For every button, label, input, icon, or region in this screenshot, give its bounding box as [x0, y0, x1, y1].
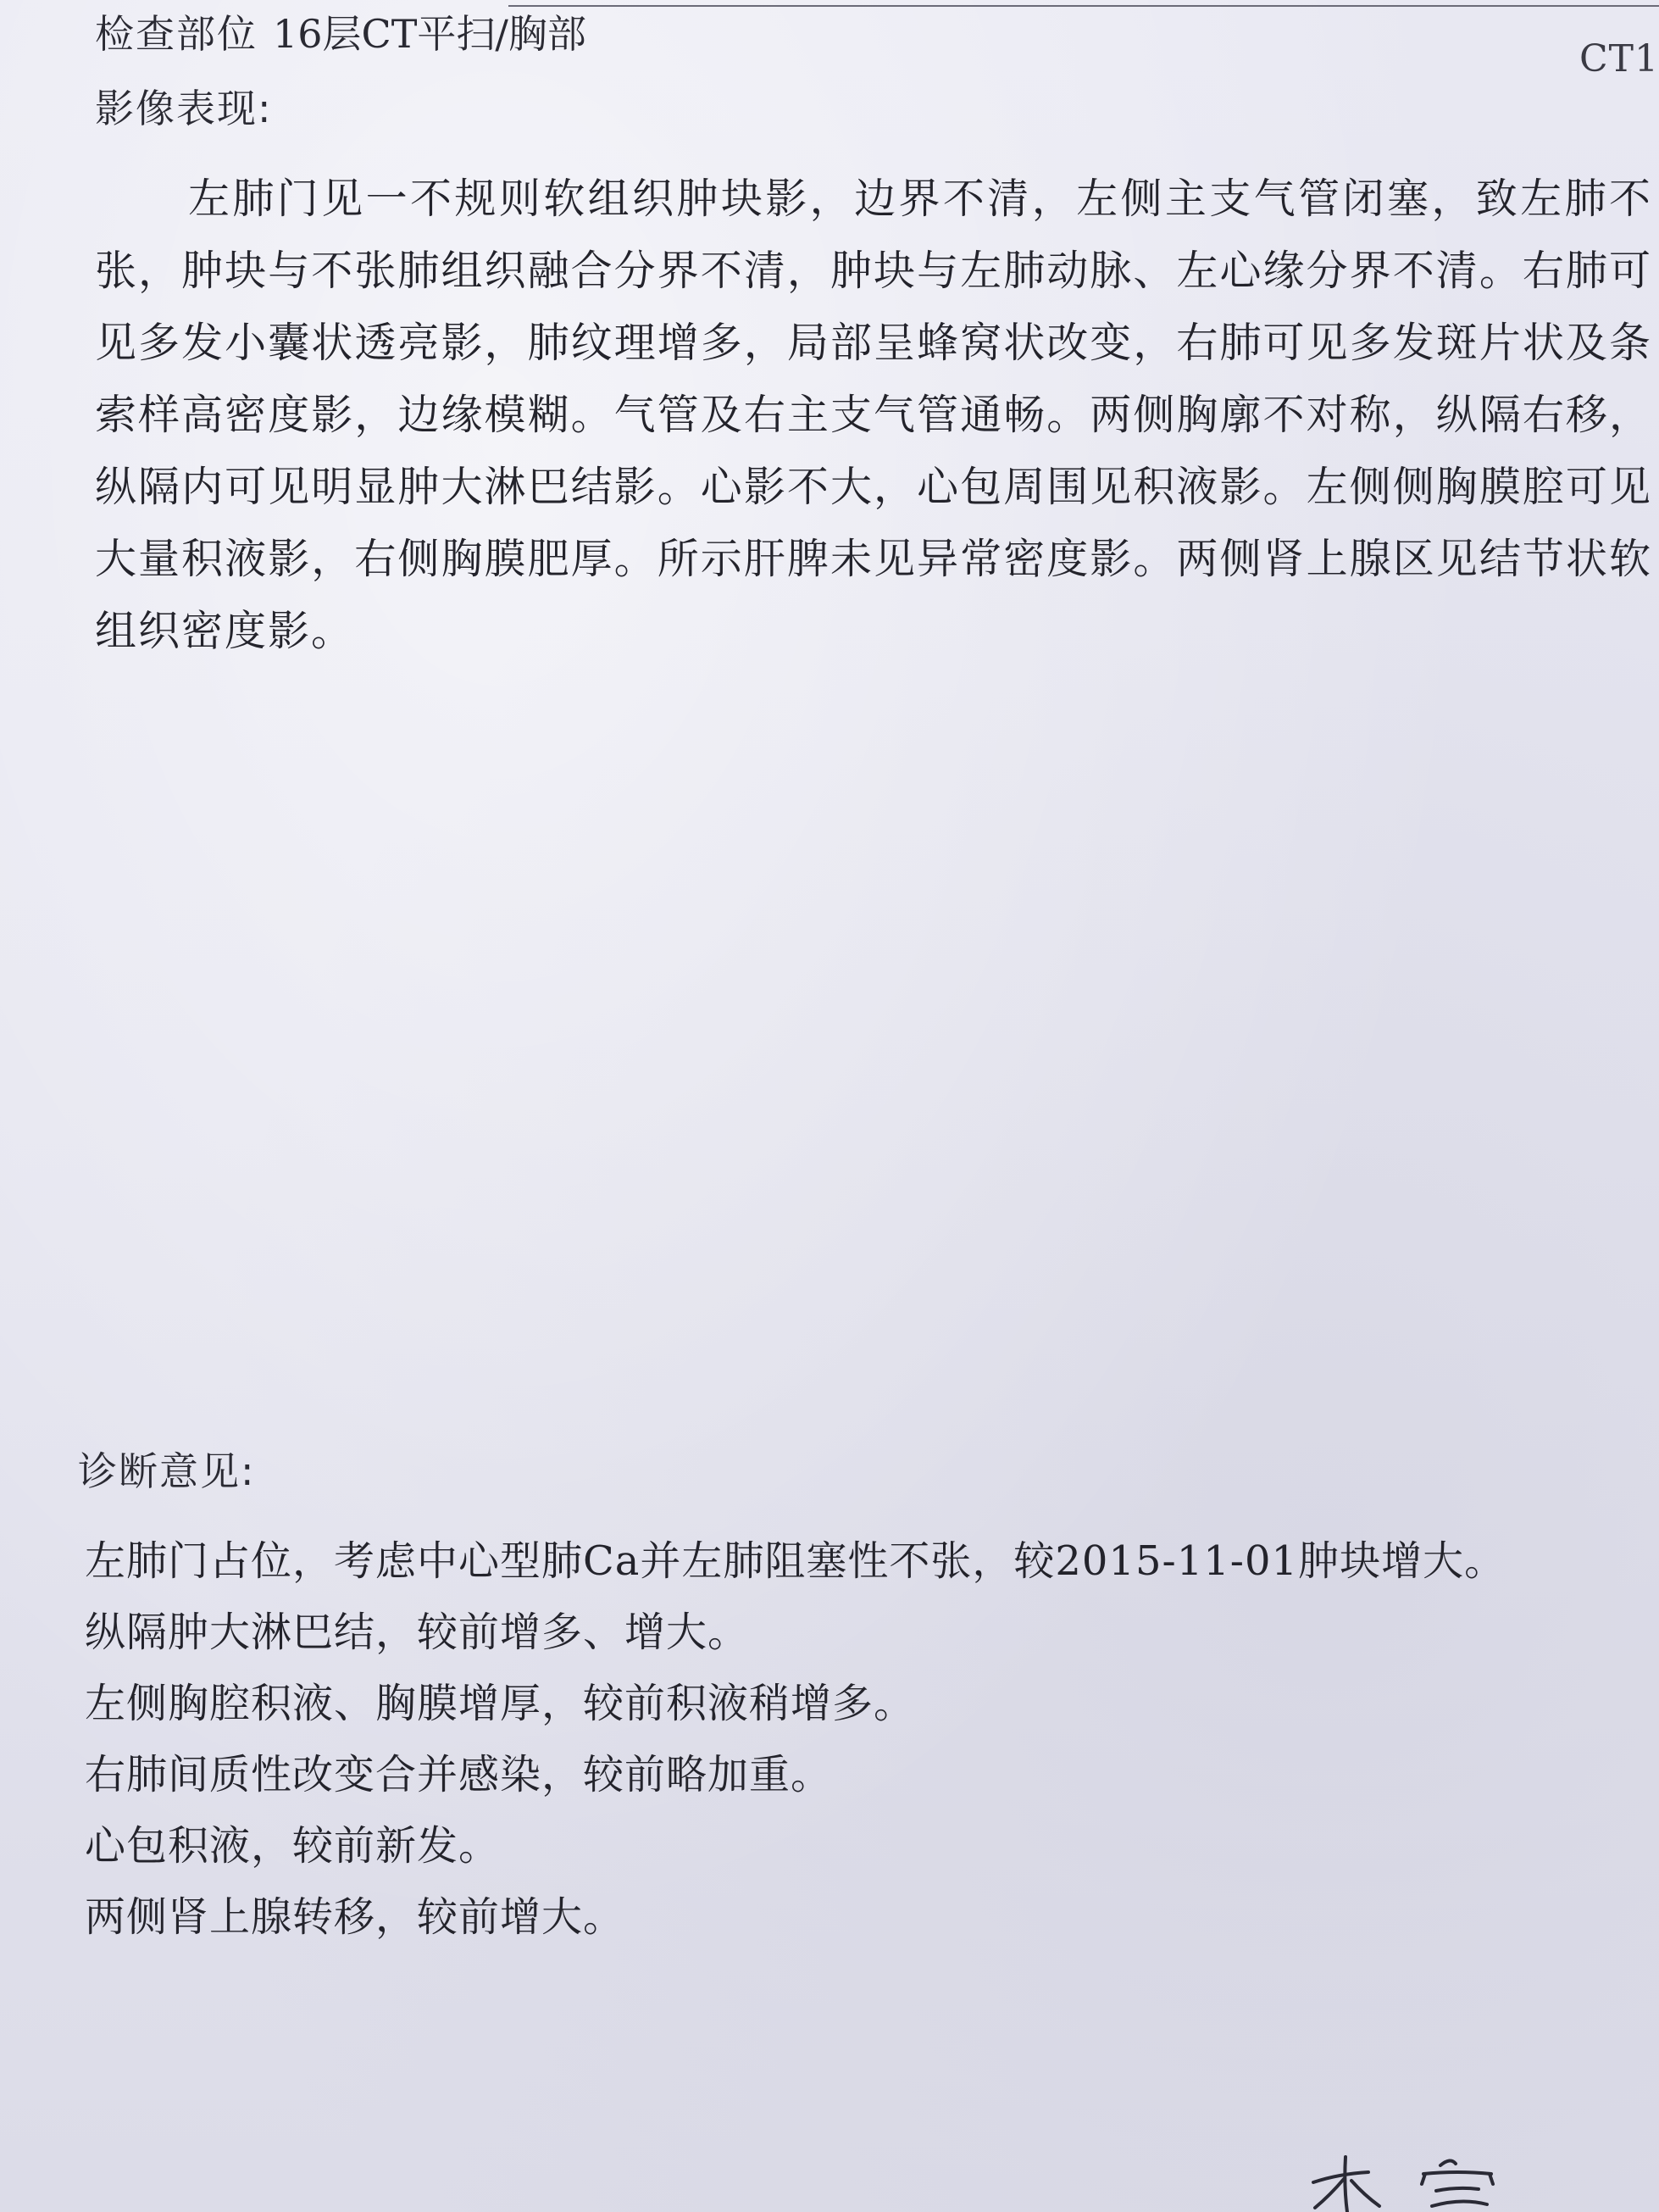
diagnosis-item: 纵隔肿大淋巴结，较前增多、增大。: [85, 1609, 750, 1656]
diagnosis-item: 左侧胸腔积液、胸膜增厚，较前积液稍增多。: [85, 1680, 916, 1727]
exam-part-value: 16层CT平扫/胸部: [273, 11, 586, 57]
diagnosis-label: 诊断意见:: [78, 1448, 256, 1494]
findings-text: 左肺门见一不规则软组织肿块影，边界不清，左侧主支气管闭塞，致左肺不张，肿块与不张肺组织融合分界不清，肿块与左肺动脉、左心缘分界不清。右肺可见多发小囊状透亮影，肺纹理增多，局部呈蜂窝状改变，右肺可见多发斑片状及条索样高密度影，边缘模糊。气管及右主支气管通畅。两侧胸廓不对称，纵隔右移，纵隔内可见明显肿大淋巴结影。心影不大，心包周围见积液影。左侧侧胸膜腔可见大量积液影，右侧胸膜肥厚。所示肝脾未见异常密度影。两侧肾上腺区见结节状软组织密度影。: [95, 175, 1652, 655]
diagnosis-item: 心包积液，较前新发。: [85, 1822, 501, 1870]
diagnosis-item: 左肺门占位，考虑中心型肺Ca并左肺阻塞性不张，较2015-11-01肿块增大。: [85, 1537, 1506, 1585]
diagnosis-list: [85, 1526, 1506, 1953]
report-code: CT1: [1579, 37, 1659, 81]
exam-part-label: 检查部位: [95, 11, 258, 57]
diagnosis-item: 两侧肾上腺转移，较前增大。: [85, 1893, 625, 1941]
handwritten-signature: [1305, 2148, 1559, 2212]
findings-label: 影像表现:: [95, 86, 273, 131]
top-divider: [508, 5, 1659, 7]
diagnosis-item: 右肺间质性改变合并感染，较前略加重。: [85, 1751, 833, 1798]
exam-part-row: [95, 3, 586, 59]
